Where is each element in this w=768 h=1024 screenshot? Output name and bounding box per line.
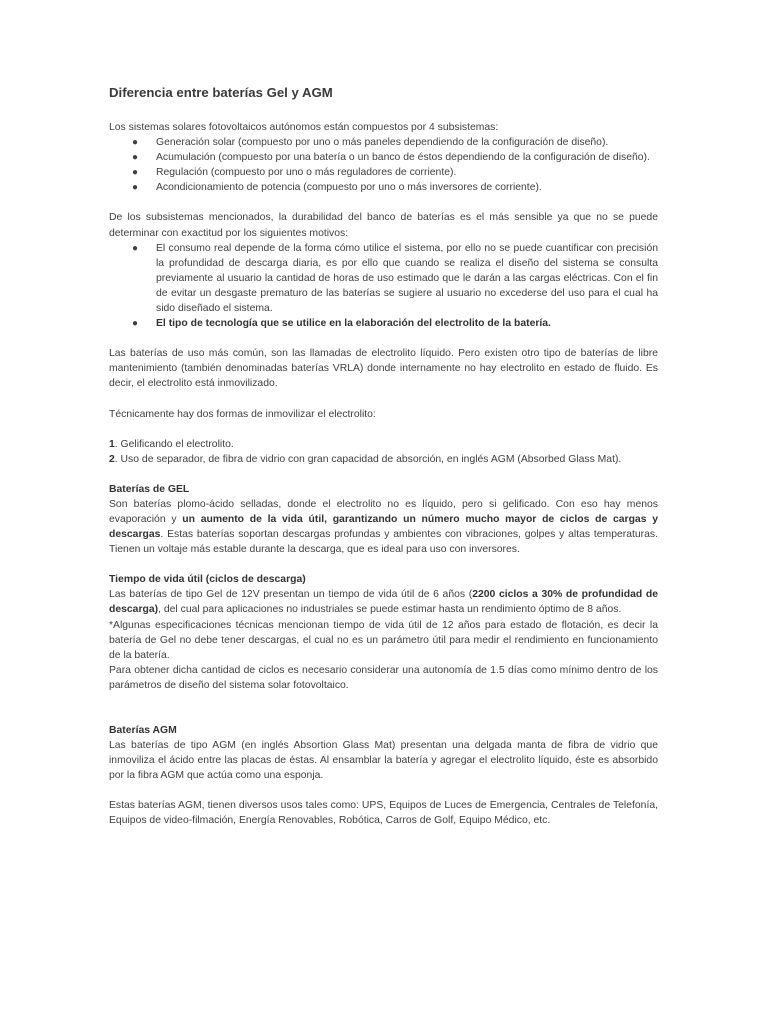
gel-paragraph: Son baterías plomo-ácido selladas, donde el electrolito no es líquido, pero si gelificado. Con eso hay menos evaporación y un aumento de la vida útil, garantizando un número mucho mayor de ciclos de cargas y descargas. Estas baterías soportan descargas profundas y ambientes con vibraciones, golpes y altas temperaturas. Tienen un voltaje más estable durante la descarga, que es ideal para uso con inversores. (109, 498, 658, 556)
bullet-icon: ● (132, 242, 139, 254)
two-forms-paragraph: Técnicamente hay dos formas de inmovilizar el electrolito: (109, 408, 376, 420)
life-autonomy: Para obtener dicha cantidad de ciclos es necesario considerar una autonomía de 1.5 días como mínimo dentro de los parámetros de diseño del sistema solar fotovoltaico. (109, 664, 658, 691)
list-item: ● Acondicionamiento de potencia (compuesto por uno o más inversores de corriente). (109, 180, 658, 195)
bullet-icon: ● (132, 167, 139, 179)
form-2: 2. Uso de separador, de fibra de vidrio con gran capacidad de absorción, en inglés AGM (Absorbed Glass Mat). (109, 453, 622, 465)
bullet-icon: ● (132, 152, 139, 164)
subsystems-list (109, 135, 658, 195)
list-item: ● Regulación (compuesto por uno o más reguladores de corriente). (109, 165, 658, 180)
reasons-list (109, 241, 658, 332)
list-item: ● El tipo de tecnología que se utilice en la elaboración del electrolito de la batería. (109, 316, 658, 331)
life-note: *Algunas especificaciones técnicas mencionan tiempo de vida útil de 12 años para estado de flotación, es decir la batería de Gel no debe tener descargas, el cual no es un parámetro útil para medir el rendimiento en funcionamiento de la batería. (109, 619, 658, 661)
page-title: Diferencia entre baterías Gel y AGM (109, 85, 333, 100)
document-body (109, 84, 658, 829)
list-item: ● El consumo real depende de la forma cómo utilice el sistema, por ello no se puede cuantificar con precisión la profundidad de descarga diaria, es por ello que cuando se realiza el diseño del sistema se consulta previamente al usuario la cantidad de horas de uso estimado que le darán a las cargas eléctricas. Con el fin de evitar un desgaste prematuro de las baterías se sugiere al usuario no excederse del uso para el cual ha sido diseñado el sistema. (132, 242, 658, 315)
bullet-icon: ● (132, 182, 139, 194)
agm-heading: Baterías AGM (109, 725, 177, 736)
gel-heading: Baterías de GEL (109, 483, 190, 495)
list-item: ● Generación solar (compuesto por uno o más paneles dependiendo de la configuración de diseño). (109, 135, 658, 150)
bullet-icon: ● (132, 318, 139, 330)
list-item: ● Acumulación (compuesto por una batería o un banco de éstos dependiendo de la configuración de diseño). (109, 150, 658, 165)
intro-paragraph: Los sistemas solares fotovoltaicos autónomos están compuestos por 4 subsistemas: (109, 122, 499, 133)
form-1: 1. Gelificando el electrolito. (109, 438, 234, 450)
bullet-icon: ● (132, 137, 139, 149)
agm-paragraph-2: Estas baterías AGM, tienen diversos usos tales como: UPS, Equipos de Luces de Emergencia, Centrales de Telefonía, Equipos de video-filmación, Energía Renovables, Robótica, Carros de Golf, Equipo Médico, etc. (109, 800, 658, 827)
life-paragraph: Las baterías de tipo Gel de 12V presentan un tiempo de vida útil de 6 años (2200 ciclos a 30% de profundidad de descarga), del cual para aplicaciones no industriales se puede estimar hasta un rendimiento óptimo de 8 años. (109, 589, 658, 616)
agm-paragraph-1: Las baterías de tipo AGM (en inglés Absortion Glass Mat) presentan una delgada manta de fibra de vidrio que inmoviliza el ácido entre las placas de éstas. Al ensamblar la batería y agregar el electrolito líquido, éste es absorbido por la fibra AGM que actúa como una esponja. (109, 740, 658, 782)
common-batteries-paragraph: Las baterías de uso más común, son las llamadas de electrolito líquido. Pero existen otro tipo de baterías de libre mantenimiento (también denominadas baterías VRLA) donde internamente no hay electrolito en estado de fluido. Es decir, el electrolito está inmovilizado. (109, 348, 658, 390)
life-heading: Tiempo de vida útil (ciclos de descarga) (109, 574, 306, 586)
durability-paragraph: De los subsistemas mencionados, la durabilidad del banco de baterías es el más sensible ya que no se puede determinar con exactitud por los siguientes motivos: (109, 212, 658, 239)
